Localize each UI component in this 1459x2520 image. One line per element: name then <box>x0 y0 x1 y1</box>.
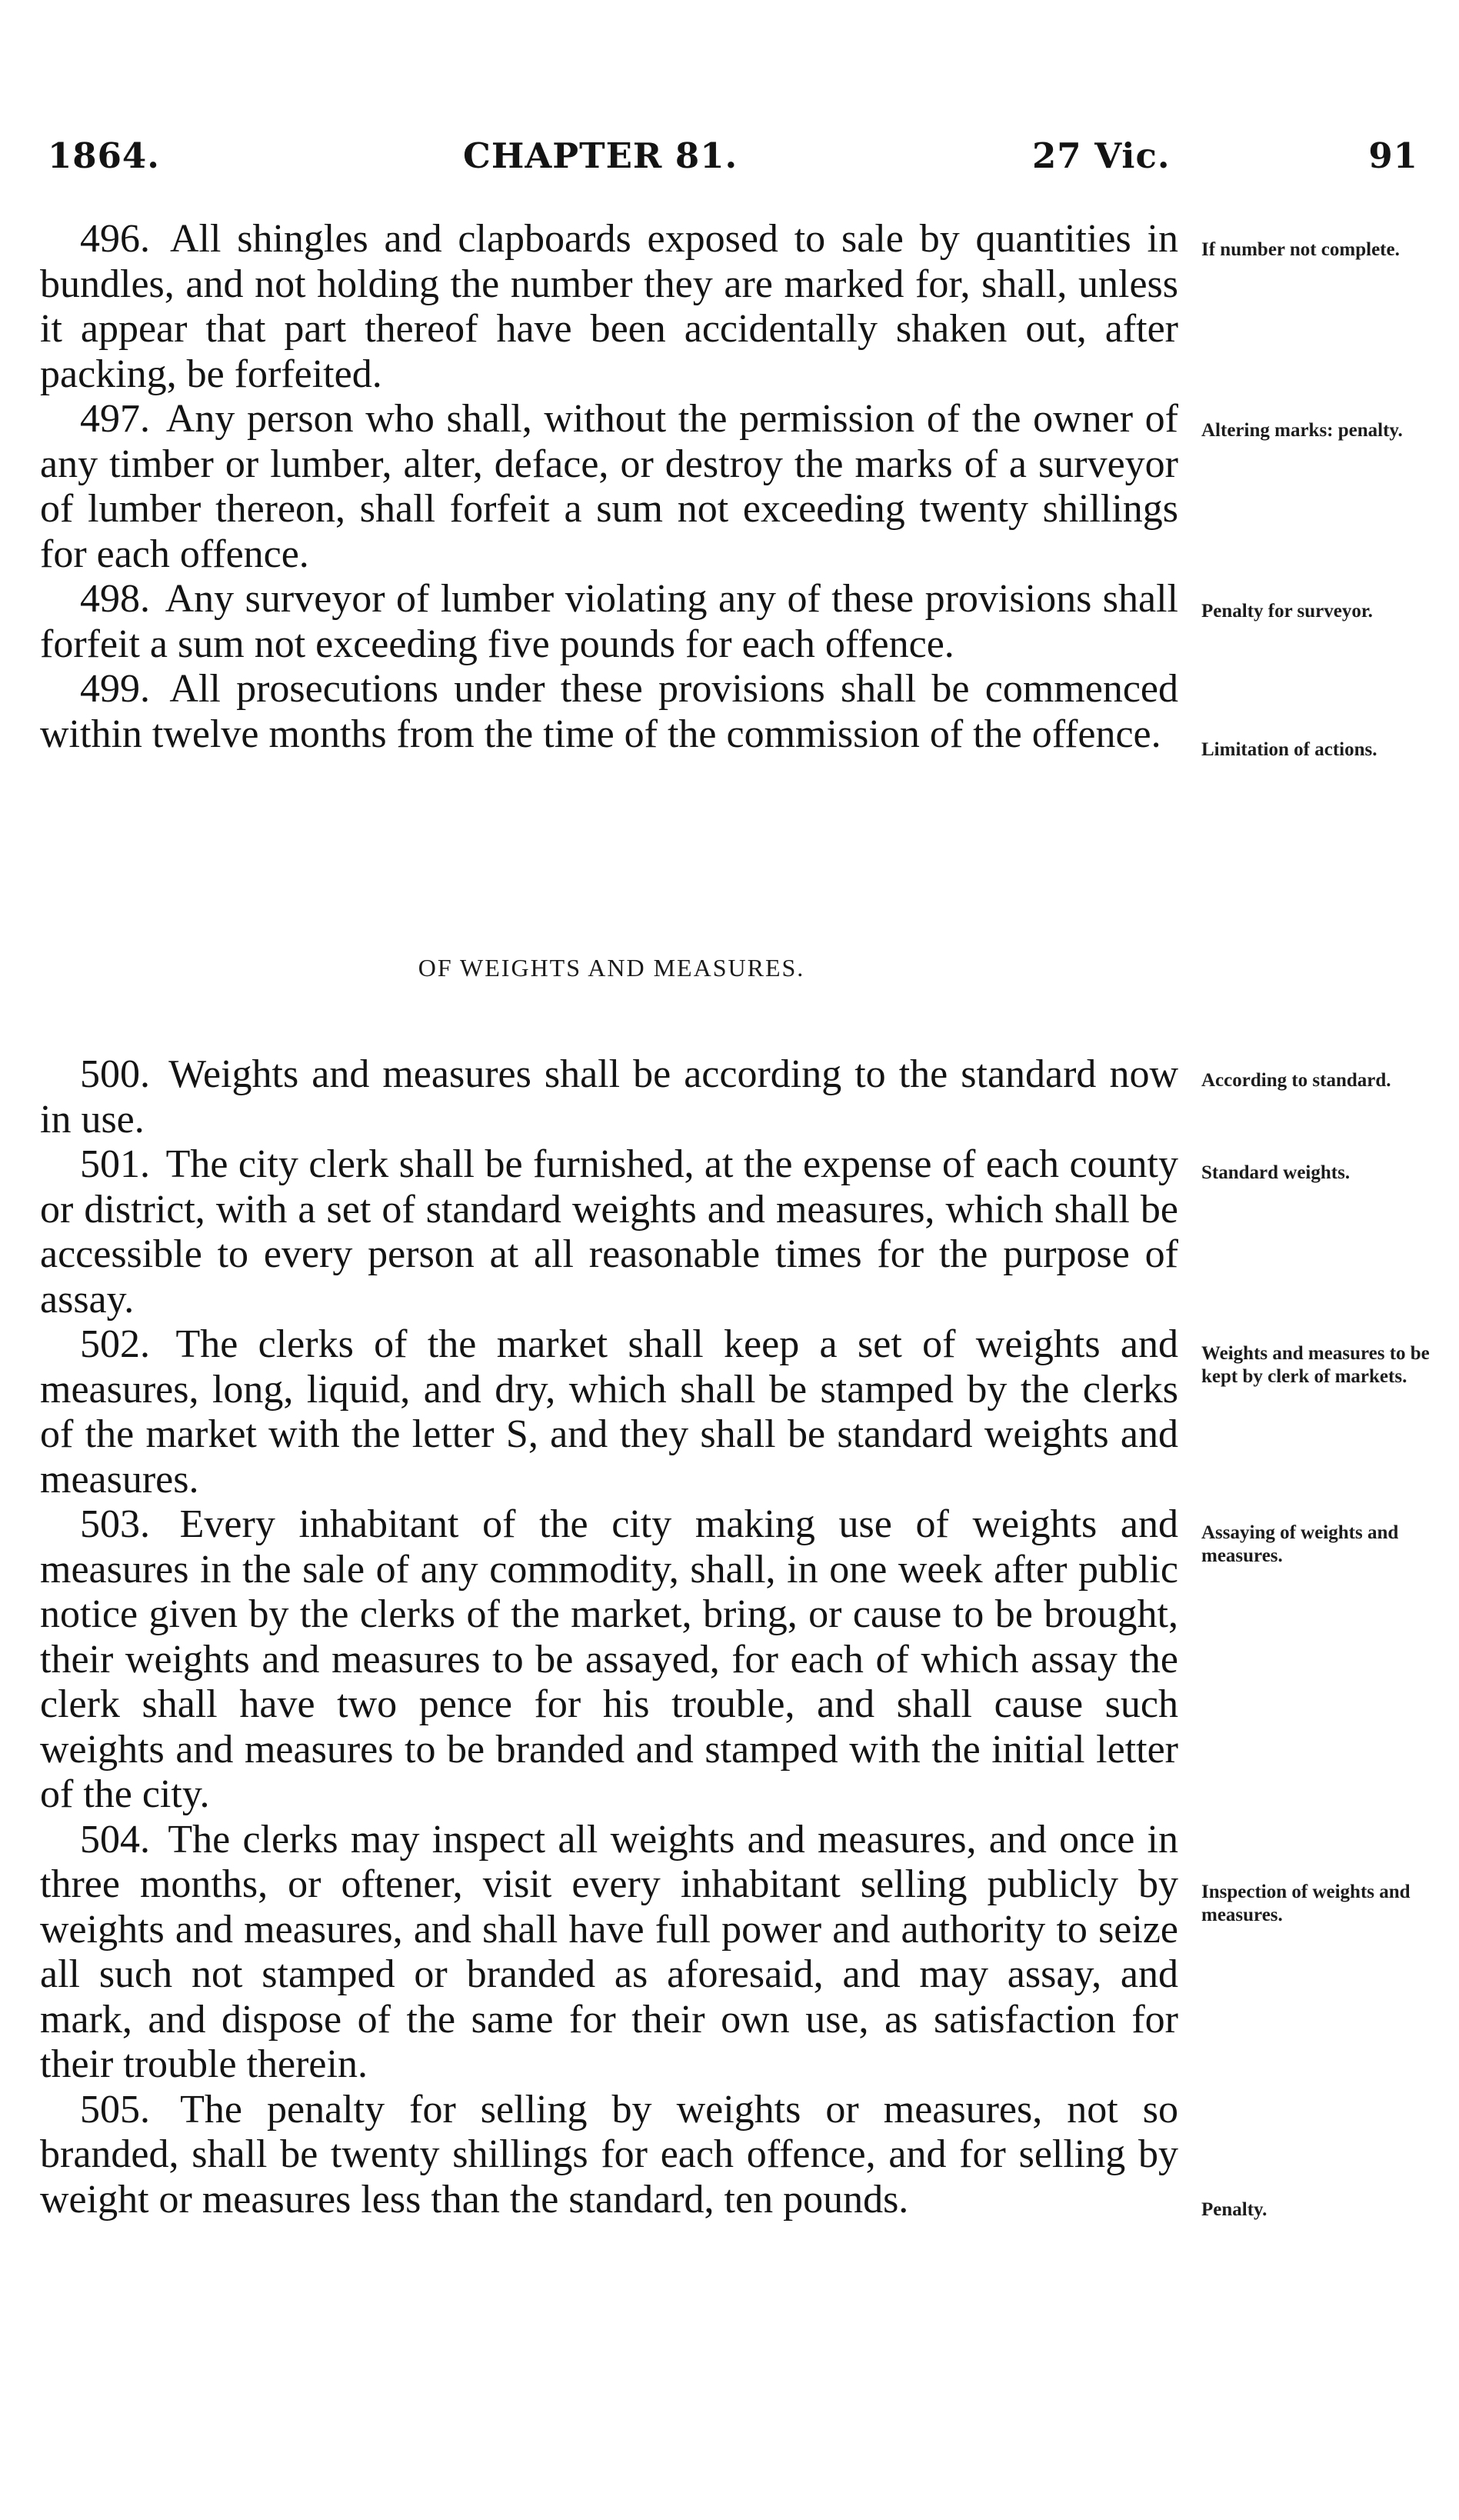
section-number: 505. <box>80 2087 150 2132</box>
section-503 <box>40 1502 1178 1818</box>
margin-note-500: According to standard. <box>1201 1070 1391 1091</box>
margin-note-504: Inspection of weights and measures. <box>1201 1882 1411 1925</box>
section-501 <box>40 1142 1178 1322</box>
section-text: Every inhabitant of the city making use of weights and measures in the sale of any commodity, shall, in one week after public notice given by the clerks of the market, bring, or cause to be brought, their weights and measures to be assayed, for each of which assay the clerk shall have two pence for his trouble, and shall cause such weights and measures to be branded and stamped with the initial letter of the city. <box>40 1502 1178 1816</box>
header-chapter: CHAPTER 81. <box>463 135 738 176</box>
section-number: 504. <box>80 1817 150 1862</box>
section-text: Any person who shall, without the permission of the owner of any timber or lumber, alter, deface, or destroy the marks of a surveyor of lumber thereon, shall forfeit a sum not exceeding twenty shillings for each offence. <box>40 397 1178 576</box>
margin-note-503: Assaying of weights and measures. <box>1201 1522 1399 1566</box>
section-text: Any surveyor of lumber violating any of these provisions shall forfeit a sum not exceeding five pounds for each offence. <box>40 577 1178 666</box>
section-499 <box>40 667 1178 757</box>
section-497 <box>40 397 1178 577</box>
section-number: 502. <box>80 1322 150 1366</box>
section-502 <box>40 1322 1178 1502</box>
section-text: The clerks of the market shall keep a set of weights and measures, long, liquid, and dry, which shall be stamped by the clerks of the market with the letter S, and they shall be standard weights and measures. <box>40 1322 1179 1502</box>
section-number: 501. <box>80 1142 150 1186</box>
section-heading: OF WEIGHTS AND MEASURES. <box>418 954 805 982</box>
text-block-1 <box>40 217 1178 757</box>
section-number: 499. <box>80 667 150 711</box>
margin-note-501: Standard weights. <box>1201 1162 1351 1183</box>
margin-note-496: If number not complete. <box>1201 239 1400 260</box>
header-year: 1864. <box>48 135 160 176</box>
section-text: Weights and measures shall be according to the standard now in use. <box>40 1052 1178 1142</box>
running-header <box>48 129 1418 183</box>
section-number: 503. <box>80 1502 150 1546</box>
margin-note-497: Altering marks: penalty. <box>1201 420 1403 441</box>
section-number: 497. <box>80 397 150 441</box>
section-text: The clerks may inspect all weights and measures, and once in three months, or oftener, visit every inhabitant selling publicly by weights and measures, and shall have full power and authority to seize all such not stamped or branded as aforesaid, and may assay, and mark, and dispose of the same for their own use, as satisfaction for their trouble therein. <box>40 1817 1179 2086</box>
section-500 <box>40 1052 1178 1142</box>
section-505 <box>40 2088 1178 2223</box>
text-block-2 <box>40 1052 1178 2222</box>
section-number: 500. <box>80 1052 150 1096</box>
section-text: All prosecutions under these provisions shall be commenced within twelve months from the time of the commission of the offence. <box>40 667 1178 756</box>
margin-note-502: Weights and measures to be kept by clerk of markets. <box>1201 1343 1430 1387</box>
section-text: All shingles and clapboards exposed to sale by quantities in bundles, and not holding the number they are marked for, shall, unless it appear that part thereof have been accidentally shaken out, after packing, be forfeited. <box>40 217 1178 396</box>
section-504 <box>40 1818 1178 2088</box>
margin-note-499: Limitation of actions. <box>1201 739 1377 760</box>
section-number: 496. <box>80 217 150 261</box>
header-regnal-year: 27 Vic. <box>1032 135 1171 176</box>
margin-note-498: Penalty for surveyor. <box>1201 601 1373 622</box>
section-498 <box>40 577 1178 667</box>
margin-note-505: Penalty. <box>1201 2199 1267 2220</box>
section-text: The penalty for selling by weights or measures, not so branded, shall be twenty shillings for each offence, and for selling by weight or measures less than the standard, ten pounds. <box>40 2087 1179 2222</box>
section-number: 498. <box>80 577 150 621</box>
page-number: 91 <box>1368 135 1418 176</box>
section-text: The city clerk shall be furnished, at the expense of each county or district, with a set of standard weights and measures, which shall be accessible to every person at all reasonable times for the purpose of assay. <box>40 1142 1179 1322</box>
section-496 <box>40 217 1178 397</box>
